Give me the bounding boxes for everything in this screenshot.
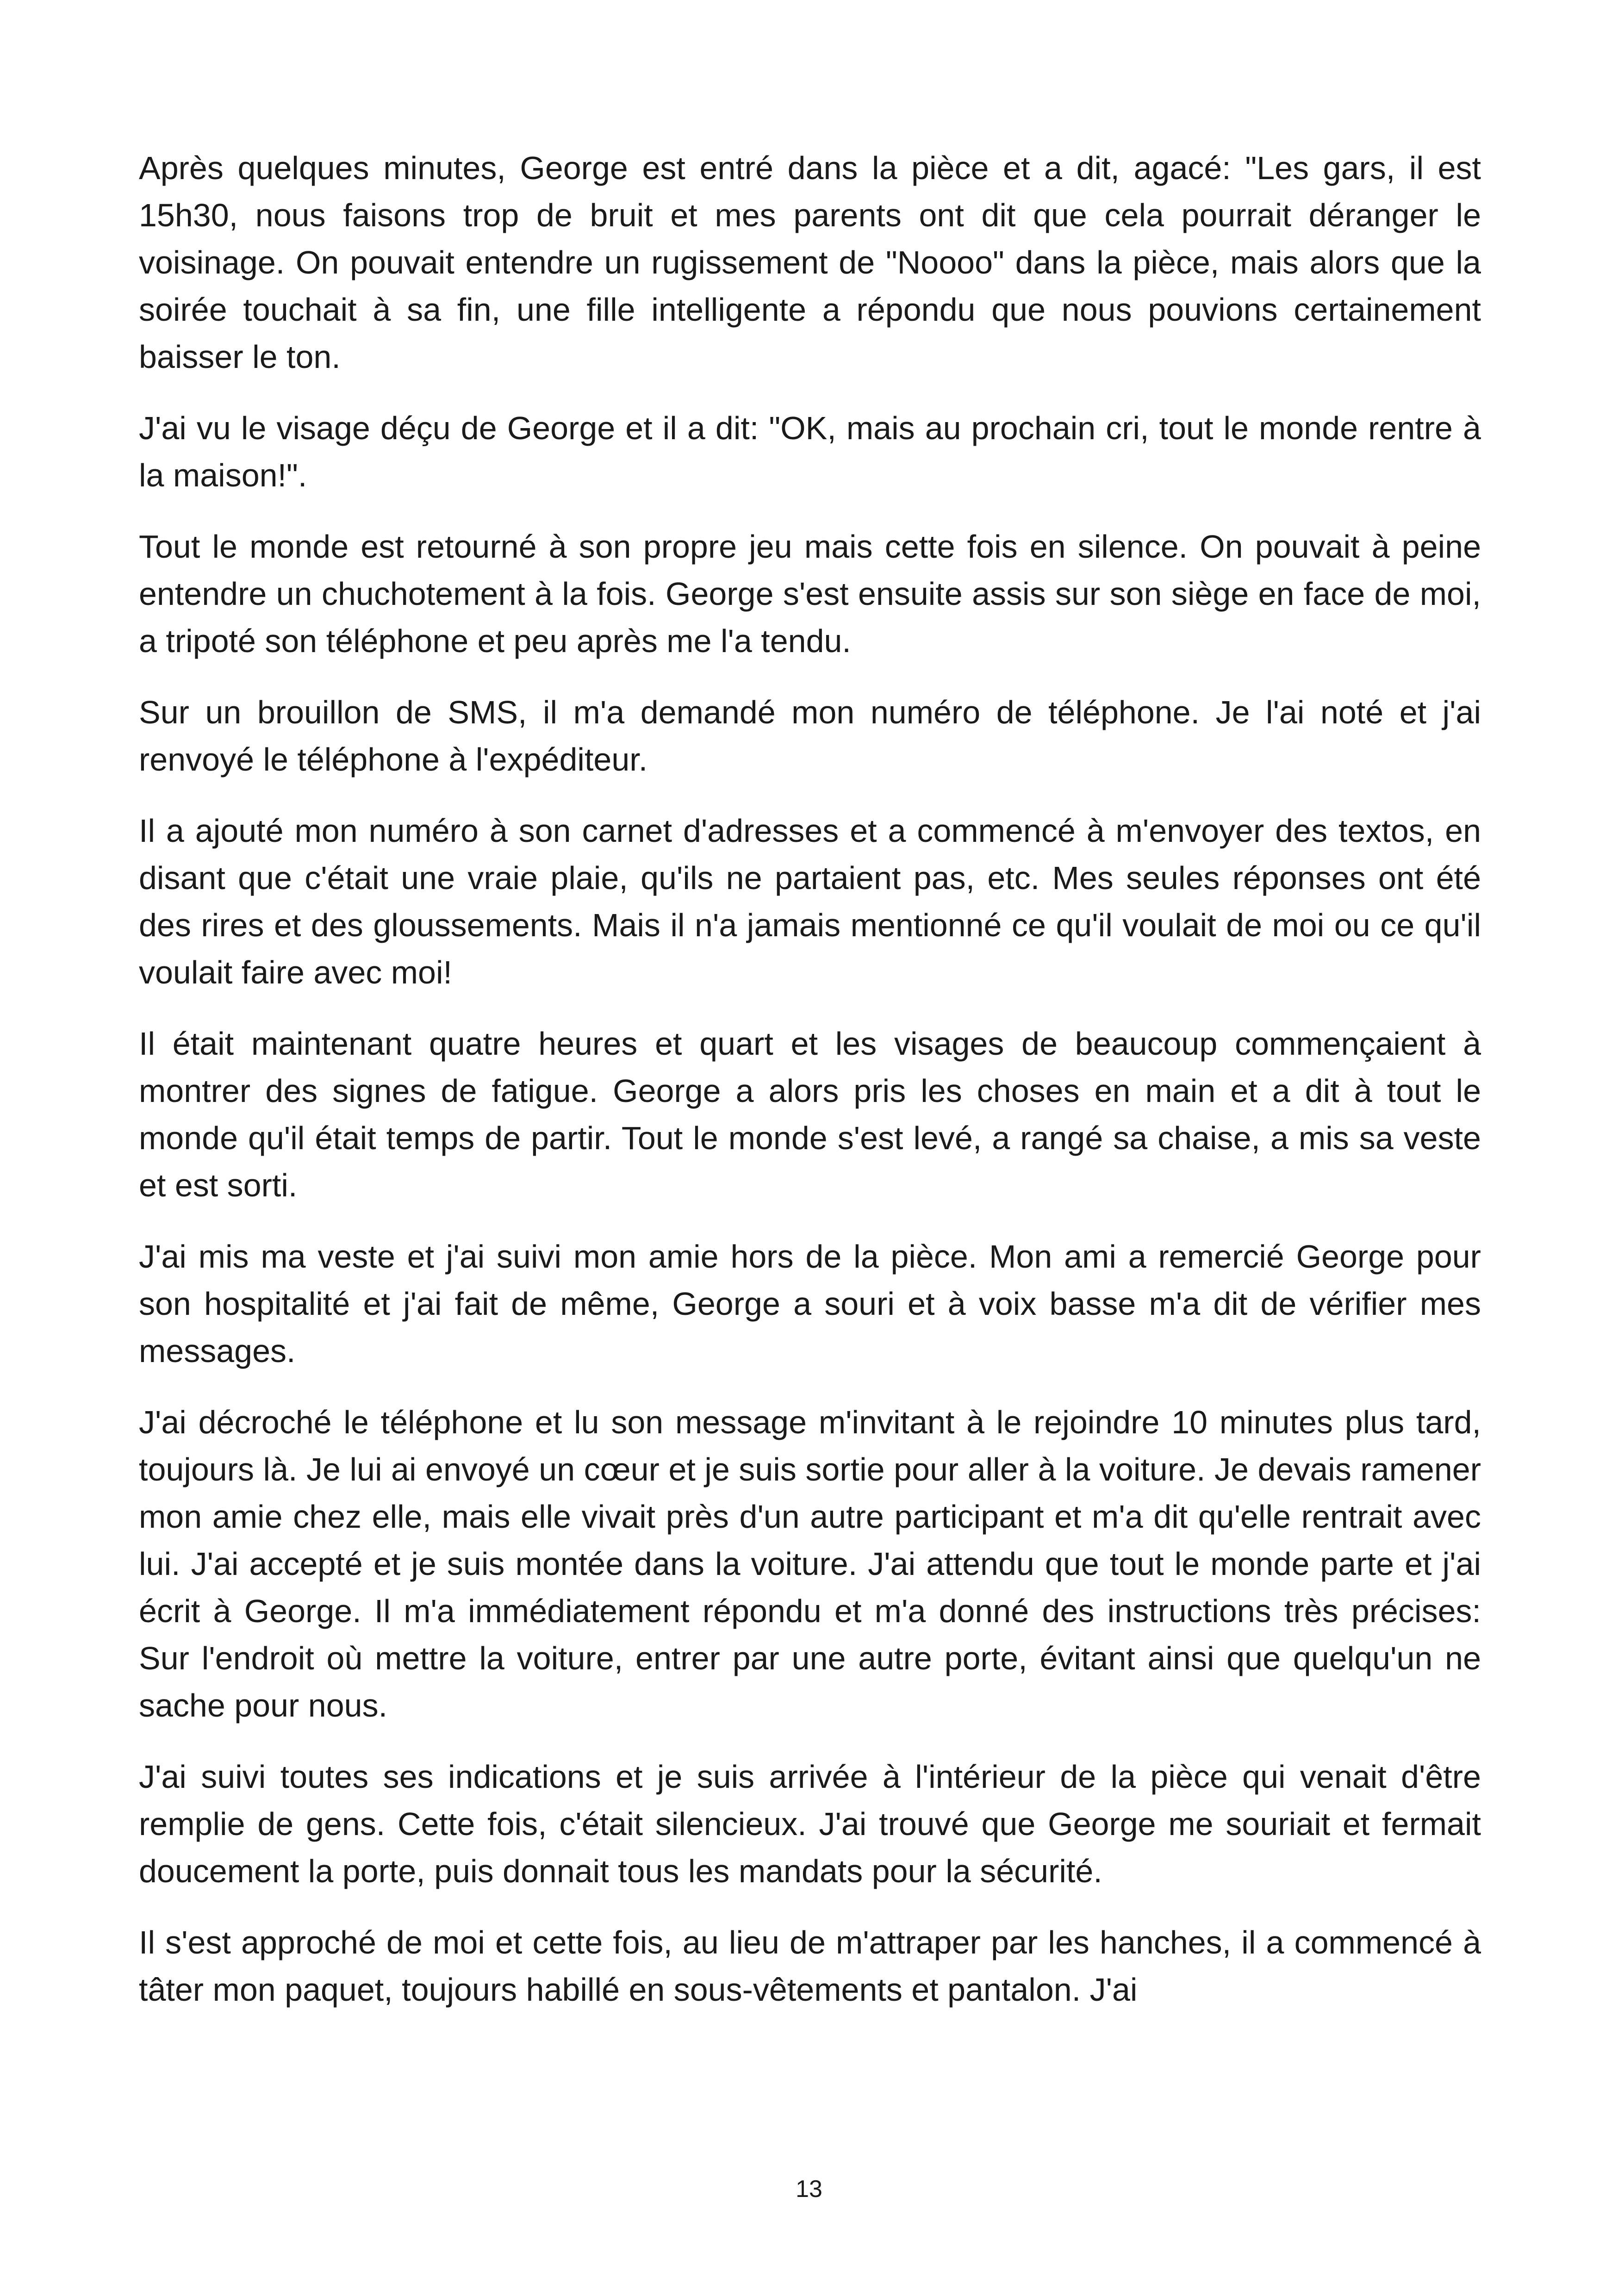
paragraph-6: Il était maintenant quatre heures et quart et les visages de beaucoup commençaient à montrer des signes de fatigue. George a alors pris les choses en main et a dit à tout le monde qu'il était temps de partir. Tout le monde s'est levé, a rangé sa chaise, a mis sa veste et est sorti. xyxy=(139,1026,1481,1203)
paragraph-7: J'ai mis ma veste et j'ai suivi mon amie hors de la pièce. Mon ami a remercié George pour son hospitalité et j'ai fait de même, George a souri et à voix basse m'a dit de vérifier mes messages. xyxy=(139,1238,1481,1369)
body-text xyxy=(139,144,1481,2013)
paragraph-2: J'ai vu le visage déçu de George et il a dit: "OK, mais au prochain cri, tout le monde rentre à la maison!". xyxy=(139,410,1481,493)
page-number: 13 xyxy=(796,2176,822,2203)
paragraph-8: J'ai décroché le téléphone et lu son message m'invitant à le rejoindre 10 minutes plus tard, toujours là. Je lui ai envoyé un cœur et je suis sortie pour aller à la voiture. Je devais ramener mon amie chez elle, mais elle vivait près d'un autre participant et m'a dit qu'elle rentrait avec lui. J'ai accepté et je suis montée dans la voiture. J'ai attendu que tout le monde parte et j'ai écrit à George. Il m'a immédiatement répondu et m'a donné des instructions très précises: Sur l'endroit où mettre la voiture, entrer par une autre porte, évitant ainsi que quelqu'un ne sache pour nous. xyxy=(139,1404,1481,1724)
paragraph-9: J'ai suivi toutes ses indications et je suis arrivée à l'intérieur de la pièce qui venait d'être remplie de gens. Cette fois, c'était silencieux. J'ai trouvé que George me souriait et fermait doucement la porte, puis donnait tous les mandats pour la sécurité. xyxy=(139,1759,1481,1889)
paragraph-4: Sur un brouillon de SMS, il m'a demandé mon numéro de téléphone. Je l'ai noté et j'ai renvoyé le téléphone à l'expéditeur. xyxy=(139,694,1481,778)
paragraph-3: Tout le monde est retourné à son propre jeu mais cette fois en silence. On pouvait à peine entendre un chuchotement à la fois. George s'est ensuite assis sur son siège en face de moi, a tripoté son téléphone et peu après me l'a tendu. xyxy=(139,529,1481,659)
paragraph-1: Après quelques minutes, George est entré dans la pièce et a dit, agacé: "Les gars, il est 15h30, nous faisons trop de bruit et mes parents ont dit que cela pourrait déranger le voisinage. On pouvait entendre un rugissement de "Noooo" dans la pièce, mais alors que la soirée touchait à sa fin, une fille intelligente a répondu que nous pouvions certainement baisser le ton. xyxy=(139,150,1481,375)
paragraph-10: Il s'est approché de moi et cette fois, au lieu de m'attraper par les hanches, il a commencé à tâter mon paquet, toujours habillé en sous-vêtements et pantalon. J'ai xyxy=(139,1924,1481,2008)
paragraph-5: Il a ajouté mon numéro à son carnet d'adresses et a commencé à m'envoyer des textos, en disant que c'était une vraie plaie, qu'ils ne partaient pas, etc. Mes seules réponses ont été des rires et des gloussements. Mais il n'a jamais mentionné ce qu'il voulait de moi ou ce qu'il voulait faire avec moi! xyxy=(139,813,1481,990)
